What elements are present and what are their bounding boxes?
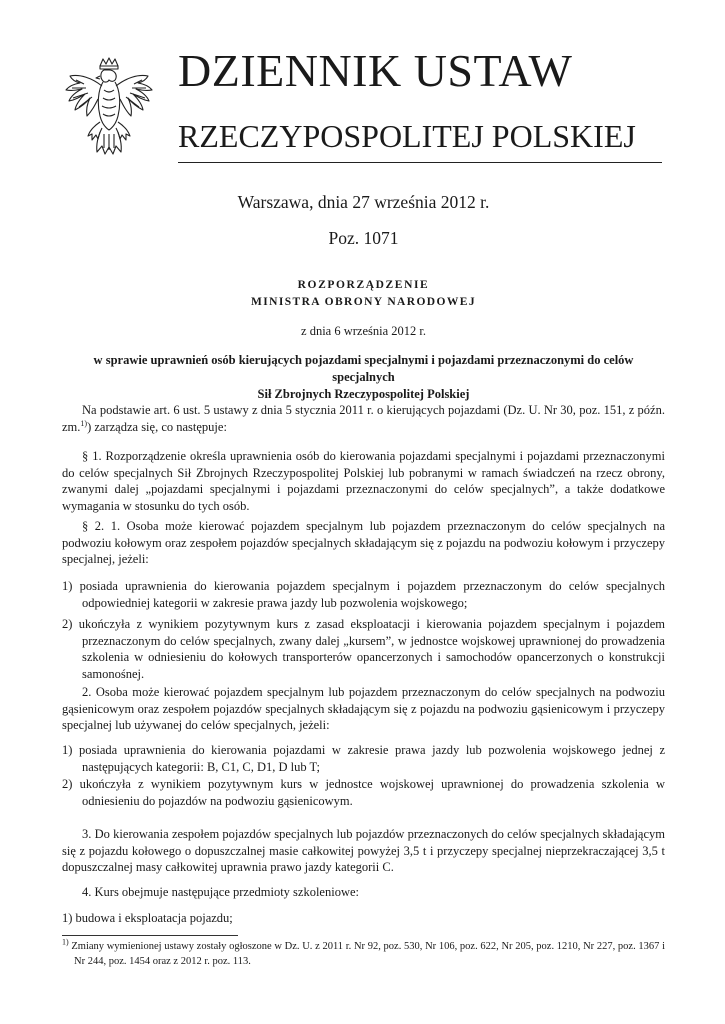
- list-item: 2) ukończyła z wynikiem pozytywnym kurs w jednostce wojskowej uprawnionej do prowadzenia szkolenia w odniesieniu do pojazdów na podwoziu gąsienicowym.: [62, 777, 665, 808]
- publication-date: Warszawa, dnia 27 września 2012 r.: [237, 192, 490, 212]
- section-2-1: § 2. 1. Osoba może kierować pojazdem specjalnym lub pojazdem przeznaczonym do celów specjalnych na podwoziu kołowym oraz zespołem pojazdów specjalnych składającym się z pojazdu na podwoziu kołowym i przyczepy specjalnej, jeżeli:: [62, 519, 665, 566]
- list-item: 1) posiada uprawnienia do kierowania pojazdami w zakresie prawa jazdy lub pozwolenia wojskowego jednej z następujących kategorii: B, C1, C, D1, D lub T;: [62, 743, 665, 774]
- footnote-marker: 1): [62, 937, 69, 947]
- position-number: Poz. 1071: [328, 228, 399, 248]
- legal-basis-text: Na podstawie art. 6 ust. 5 ustawy z dnia 5 stycznia 2011 r. o kierujących pojazdami (Dz. U. Nr 30, poz. 151, z późn. zm.: [62, 403, 665, 434]
- act-subject-line2: Sił Zbrojnych Rzeczypospolitej Polskiej: [257, 387, 470, 401]
- journal-subtitle: RZECZYPOSPOLITEJ POLSKIEJ: [178, 118, 636, 154]
- journal-title: DZIENNIK USTAW: [178, 45, 573, 96]
- list-item: 1) posiada uprawnienia do kierowania pojazdem specjalnym i pojazdem przeznaczonym do celów specjalnych odpowiedniej kategorii w zakresie prawa jazdy lub pozwolenia wojskowego;: [62, 579, 665, 610]
- list-item: 2) ukończyła z wynikiem pozytywnym kurs z zasad eksploatacji i kierowania pojazdem specjalnym i pojazdem przeznaczonym do celów specjalnych, zwany dalej „kursem”, w jednostce wojskowej uprawnionej do prowadzenia szkolenia w odniesieniu do kołowych transporterów opancerzonych i samochodów opancerzonych o konstrukcji samonośnej.: [62, 617, 665, 681]
- section-1: § 1. Rozporządzenie określa uprawnienia osób do kierowania pojazdami specjalnymi i pojazdami przeznaczonymi do celów specjalnych Sił Zbrojnych Rzeczypospolitej Polskiej lub pobranymi w ramach świadczeń na rzecz obrony, zwanymi dalej „pojazdami specjalnymi i pojazdami przeznaczonymi do celów specjalnych”, a także dodatkowe wymagania w stosunku do tych osób.: [62, 449, 665, 513]
- polish-eagle-emblem-icon: [62, 56, 156, 164]
- footnote-text: Zmiany wymienionej ustawy zostały ogłoszone w Dz. U. z 2011 r. Nr 92, poz. 530, Nr 106, poz. 622, Nr 205, poz. 1210, Nr 227, poz. 1367 i Nr 244, poz. 1454 oraz z 2012 r. poz. 113.: [71, 941, 665, 967]
- section-2-3: 3. Do kierowania zespołem pojazdów specjalnych lub pojazdów przeznaczonych do celów specjalnych składającym się z pojazdu kołowego o dopuszczalnej masie całkowitej powyżej 3,5 t i przyczepy specjalnej nieprzekraczającej 3,5 t dopuszczalnej masy całkowitej uprawnia prawo jazdy kategorii C.: [62, 827, 665, 874]
- legal-basis: [62, 402, 665, 435]
- footnote: [62, 937, 665, 969]
- header-divider: [178, 162, 662, 163]
- list-item: 1) budowa i eksploatacja pojazdu;: [62, 911, 233, 925]
- footnote-divider: [62, 935, 238, 936]
- act-date: z dnia 6 września 2012 r.: [301, 324, 426, 338]
- legal-basis-end: ) zarządza się, co następuje:: [87, 419, 227, 434]
- footnote-reference: 1): [80, 418, 88, 428]
- section-2-4: 4. Kurs obejmuje następujące przedmioty szkoleniowe:: [82, 885, 360, 899]
- act-type: ROZPORZĄDZENIE: [297, 279, 430, 291]
- act-subject: [62, 352, 665, 403]
- act-issuer: MINISTRA OBRONY NARODOWEJ: [251, 296, 476, 308]
- section-2-2: 2. Osoba może kierować pojazdem specjalnym lub pojazdem przeznaczonym do celów specjalnych na podwoziu gąsienicowym oraz zespołem pojazdów specjalnych składającym się z pojazdu na podwoziu gąsienicowym i przyczepy specjalnej lub używanej do celów specjalnych, jeżeli:: [62, 685, 665, 732]
- act-subject-line1: w sprawie uprawnień osób kierujących pojazdami specjalnymi i pojazdami przeznaczonymi do celów specjalnych: [93, 353, 634, 384]
